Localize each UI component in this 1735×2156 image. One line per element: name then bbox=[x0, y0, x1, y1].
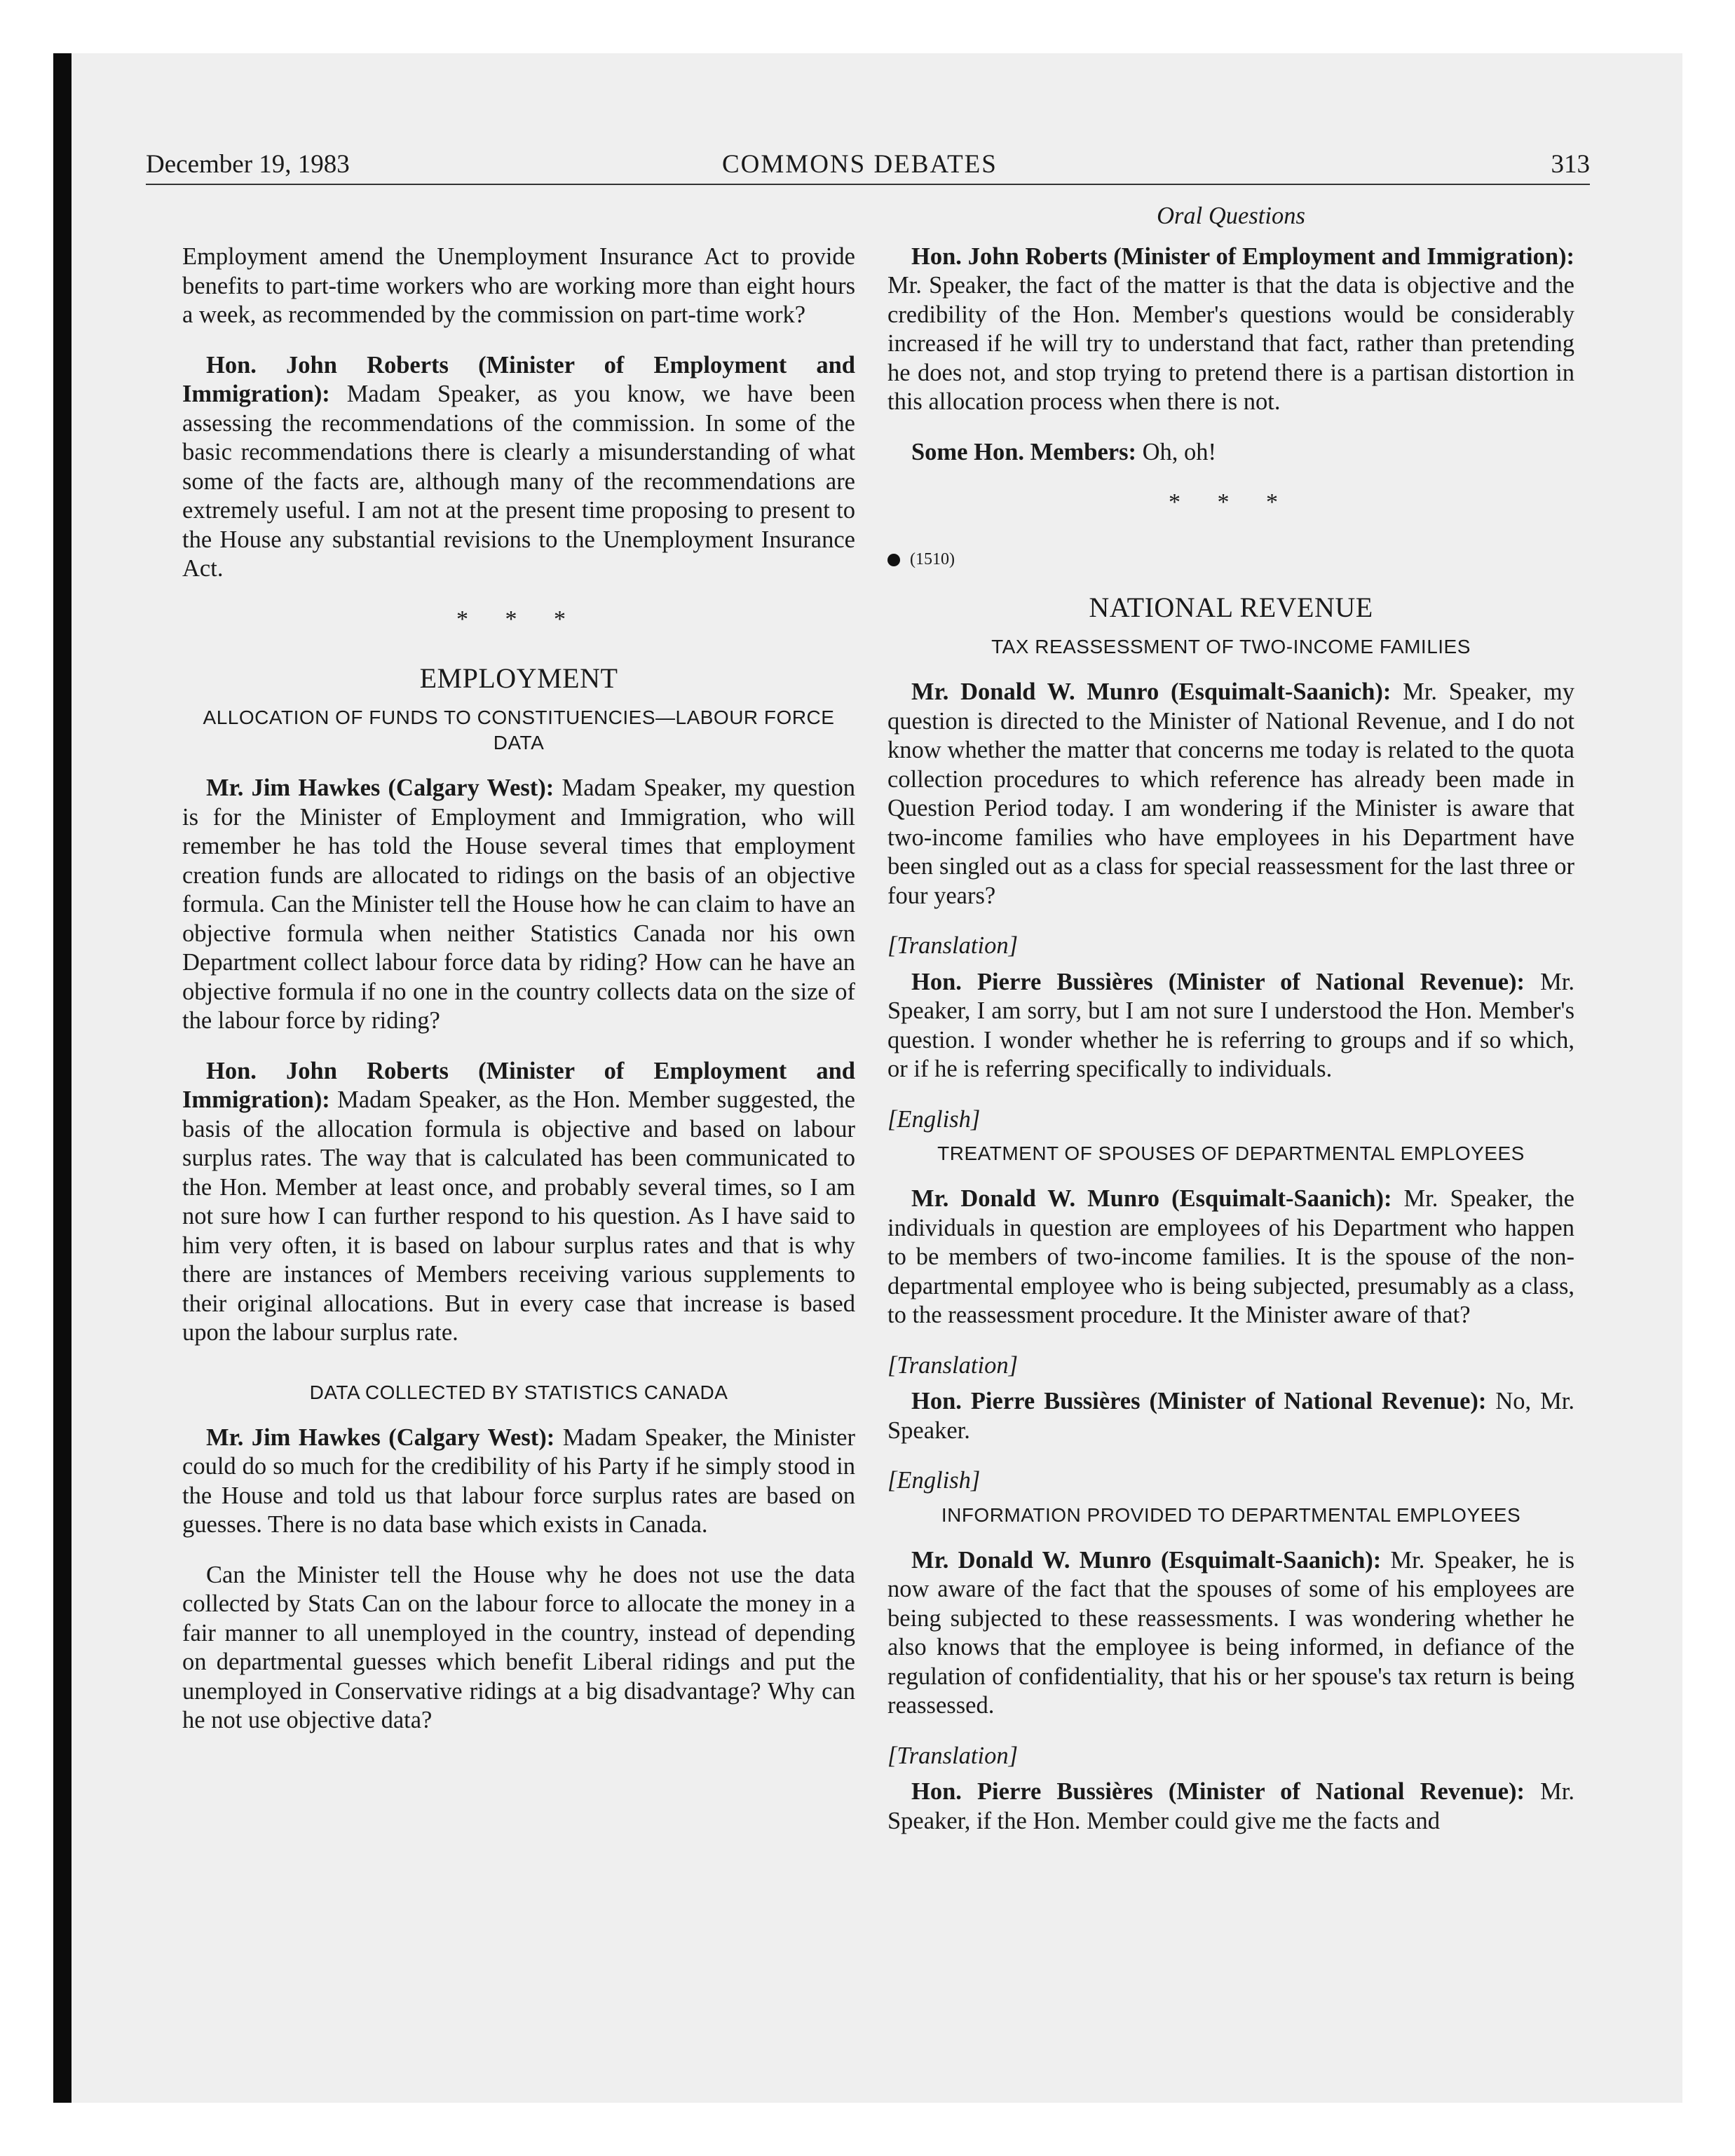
paragraph bbox=[887, 243, 1574, 417]
language-marker: [Translation] bbox=[887, 1742, 1018, 1769]
speech-text: Mr. Speaker, the individuals in question are employees of his Department who happen to be members of two-income families. It is the spouse of the non-departmental employee who is being subjected, presumably as a class, to the reassessment procedure. It the Minister aware of that? bbox=[887, 1185, 1574, 1328]
subsection-title: TAX REASSESSMENT OF TWO-INCOME FAMILIES bbox=[991, 636, 1471, 657]
speech-text: Madam Speaker, as the Hon. Member suggested, the basis of the allocation formula is objective and based on labour surplus rates. The way that is calculated has been communicated to the Hon. Member at least once, and probably several times, so I am not sure how I can further respond to his question. As I have said to him very often, it is based on labour surplus rates and that is why there are instances of Members receiving various supplements to their original allocations. But in every case that increase is based upon the labour surplus rate. bbox=[182, 1086, 855, 1346]
paragraph bbox=[182, 351, 855, 584]
language-marker: [Translation] bbox=[887, 932, 1018, 959]
speaker-name: Mr. Donald W. Munro (Esquimalt-Saanich): bbox=[911, 1185, 1392, 1212]
section-title: NATIONAL REVENUE bbox=[1089, 592, 1373, 623]
header-page-number: 313 bbox=[1551, 150, 1590, 179]
speaker-name: Mr. Jim Hawkes (Calgary West): bbox=[206, 1424, 555, 1451]
speech-text: Madam Speaker, my question is for the Minister of Employment and Immigration, who will remember he has told the House several times that employment creation funds are allocated to ridings on the basis of an objective formula. Can the Minister tell the House how he can claim to have an objective formula when neither Statistics Canada nor his own Department collect labour force data by riding? How can he have an objective formula if no one in the country collects data on the size of the labour force by riding? bbox=[182, 775, 855, 1034]
section-divider: * * * bbox=[1169, 489, 1293, 515]
speech-text: Mr. Speaker, I am sorry, but I am not sure I understood the Hon. Member's question. I wonder whether he is referring to groups and if so which, or if he is referring specifically to individuals. bbox=[887, 968, 1575, 1082]
subsection-title: DATA COLLECTED BY STATISTICS CANADA bbox=[309, 1381, 728, 1403]
speech-text: No, Mr. Speaker. bbox=[887, 1388, 1574, 1444]
header-date: December 19, 1983 bbox=[146, 150, 350, 179]
paragraph bbox=[182, 774, 855, 1036]
paragraph bbox=[182, 1424, 855, 1540]
speech-text: Oh, oh! bbox=[1136, 438, 1217, 465]
timestamp bbox=[887, 545, 1574, 575]
speaker-name: Hon. Pierre Bussières (Minister of National Revenue): bbox=[911, 1388, 1487, 1414]
paragraph bbox=[887, 678, 1574, 910]
speaker-name: Mr. Donald W. Munro (Esquimalt-Saanich): bbox=[911, 1546, 1382, 1574]
speech-text: Mr. Speaker, he is now aware of the fact that the spouses of some of his employees are being subjected to these reassessments. I was wondering whether he also knows that the employee is being informed, in defiance of the regulation of confidentiality, that his or her spouse's tax return is being reassessed. bbox=[887, 1546, 1574, 1719]
paragraph: Employment amend the Unemployment Insurance Act to provide benefits to part-time workers who are working more than eight hours a week, as recommended by the commission on part-time work? bbox=[182, 243, 855, 328]
speaker-name: Hon. John Roberts (Minister of Employment and Immigration): bbox=[911, 243, 1574, 270]
paragraph bbox=[887, 1546, 1574, 1721]
paragraph bbox=[887, 968, 1574, 1084]
speaker-name: Hon. Pierre Bussières (Minister of National Revenue): bbox=[911, 968, 1525, 995]
speaker-name: Hon. John Roberts (Minister of Employment and Immigration): bbox=[182, 1057, 855, 1113]
language-marker: [English] bbox=[887, 1105, 981, 1133]
section-title: EMPLOYMENT bbox=[419, 662, 618, 694]
speaker-name: Hon. John Roberts (Minister of Employment and Immigration): bbox=[182, 351, 855, 407]
paragraph bbox=[887, 1778, 1574, 1836]
speaker-name: Hon. Pierre Bussières (Minister of National Revenue): bbox=[911, 1778, 1525, 1805]
speech-text: Madam Speaker, the Minister could do so much for the credibility of his Party if he simply stood in the House and told us that labour force surplus rates are based on guesses. There is no data base which exists in Canada. bbox=[182, 1424, 855, 1538]
speaker-name: Mr. Donald W. Munro (Esquimalt-Saanich): bbox=[911, 678, 1392, 705]
speech-text: Madam Speaker, as you know, we have been assessing the recommendations of the commission. In some of the basic recommendations there is clearly a misunderstanding of what some of the facts are, although many of the recommendations are extremely useful. I am not at the present time proposing to present to the House any substantial revisions to the Unemployment Insurance Act. bbox=[182, 381, 855, 582]
header-rule bbox=[146, 184, 1590, 185]
language-marker: [English] bbox=[887, 1467, 981, 1494]
scan-binding-edge bbox=[53, 53, 72, 2103]
speech-text: Mr. Speaker, my question is directed to the Minister of National Revenue, and I do not know whether the matter that concerns me today is related to the quota collection procedures to which reference has already been made in Question Period today. I am wondering if the Minister is aware that two-income families who have employees in his Department have been singled out as a class for special reassessment for the last three or four years? bbox=[887, 678, 1574, 909]
section-divider: * * * bbox=[456, 606, 581, 632]
header-publication: COMMONS DEBATES bbox=[722, 150, 998, 179]
paragraph bbox=[887, 438, 1574, 468]
paragraph bbox=[182, 1057, 855, 1348]
left-column bbox=[182, 243, 855, 1756]
bullet-icon bbox=[887, 554, 900, 566]
paragraph bbox=[887, 1387, 1574, 1445]
paragraph: Can the Minister tell the House why he does not use the data collected by Stats Can on the labour force to allocate the money in a fair manner to all unemployed in the country, instead of depending on departmental guesses which benefit Liberal ridings and put the unemployed in Conservative ridings at a big disadvantage? Why can he not use objective data? bbox=[182, 1561, 855, 1733]
speech-text: Mr. Speaker, if the Hon. Member could give me the facts and bbox=[887, 1778, 1575, 1834]
subsection-title: INFORMATION PROVIDED TO DEPARTMENTAL EMPLOYEES bbox=[941, 1503, 1521, 1526]
right-column bbox=[887, 196, 1574, 1857]
speaker-name: Some Hon. Members: bbox=[911, 438, 1136, 465]
paragraph bbox=[887, 1185, 1574, 1330]
subsection-title: ALLOCATION OF FUNDS TO CONSTITUENCIES—LABOUR FORCE DATA bbox=[203, 707, 835, 753]
language-marker: [Translation] bbox=[887, 1351, 1018, 1379]
speech-text: Mr. Speaker, the fact of the matter is that the data is objective and the credibility of the Hon. Member's questions would be considerably increased if he will try to understand that fact, rather than pretending he does not, and stop trying to pretend there is a partisan distortion in this allocation process when there is not. bbox=[887, 272, 1574, 415]
timestamp-text: (1510) bbox=[910, 550, 955, 568]
speaker-name: Mr. Jim Hawkes (Calgary West): bbox=[206, 775, 554, 801]
running-head: Oral Questions bbox=[1157, 203, 1305, 229]
subsection-title: TREATMENT OF SPOUSES OF DEPARTMENTAL EMPLOYEES bbox=[937, 1142, 1525, 1164]
